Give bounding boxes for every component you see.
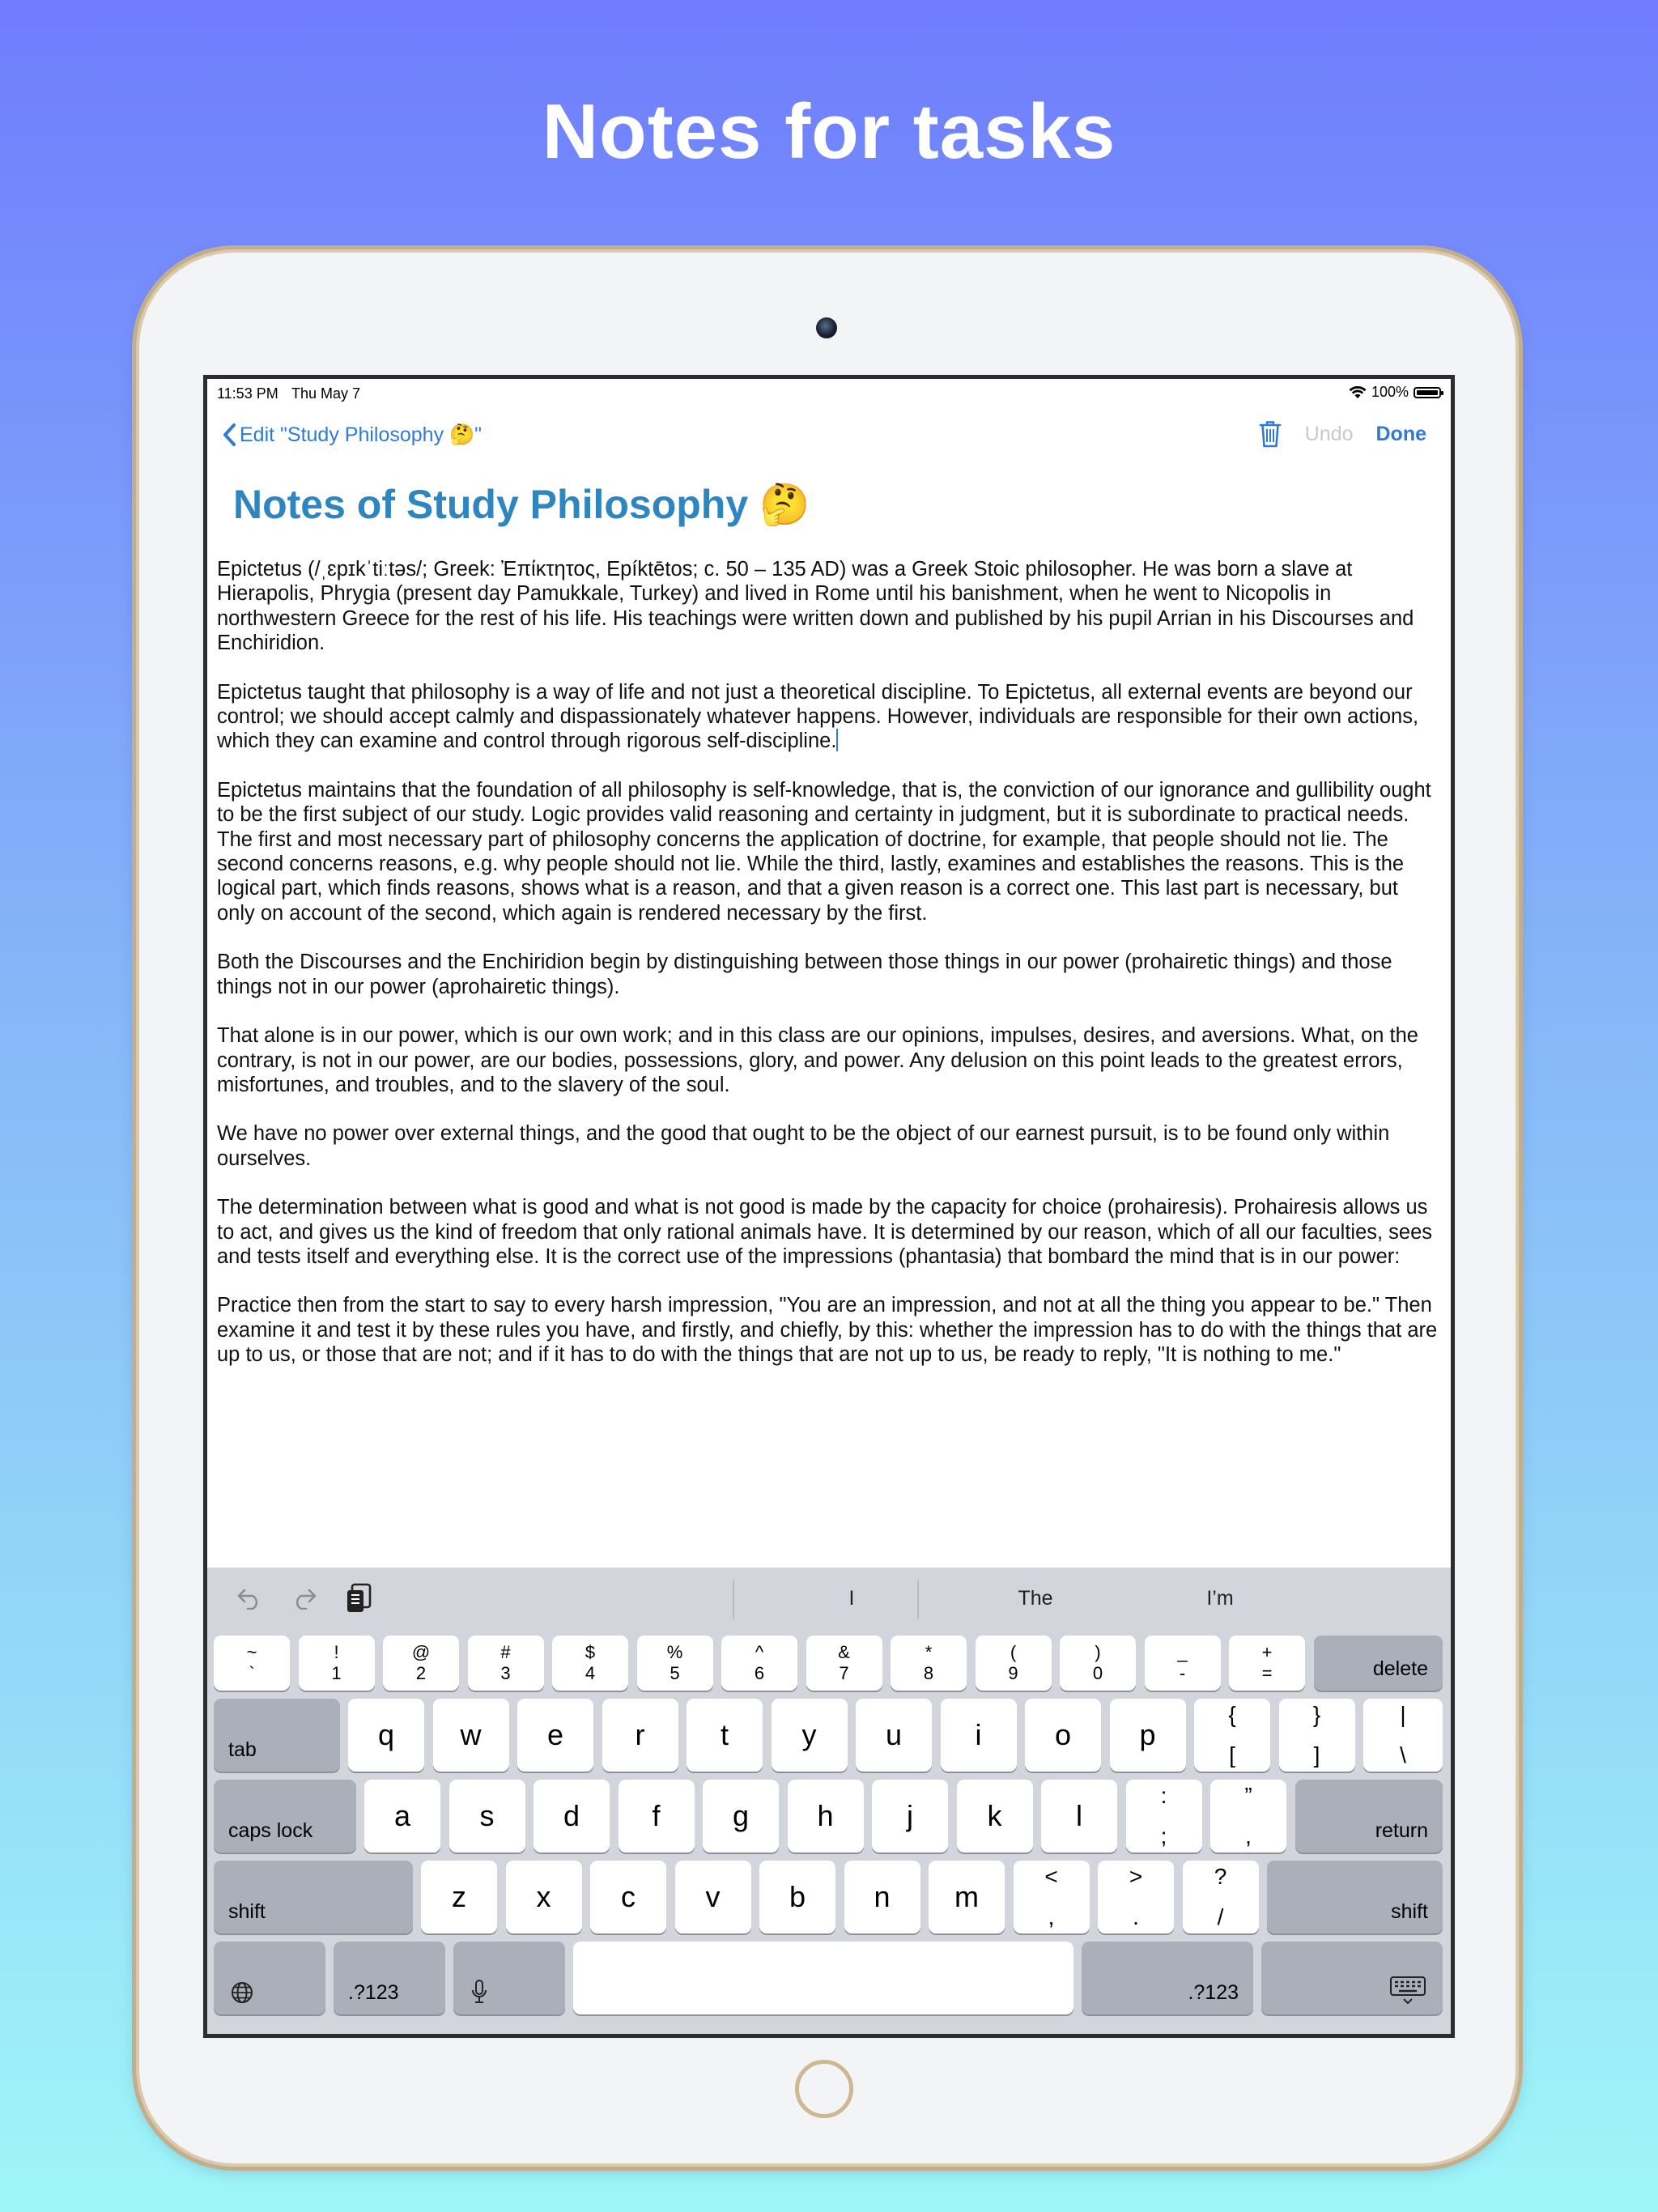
trash-icon[interactable] [1258,419,1282,449]
key-label: , [1245,1823,1252,1848]
suggestion-3[interactable]: I’m [1206,1587,1234,1610]
redo-icon[interactable] [290,1585,317,1610]
keyboard [207,1568,1451,2034]
key-label: \ [1400,1742,1406,1767]
key-label: r [635,1718,645,1751]
key-label: 4 [585,1663,596,1683]
key-label: e [546,1718,564,1751]
key-angle-0[interactable] [1014,1861,1090,1933]
key-o[interactable] [1025,1699,1101,1772]
microphone-icon [470,1979,489,2005]
key-shift-label: ! [334,1642,339,1662]
key-label: v [705,1880,721,1913]
undo-icon[interactable] [236,1585,264,1610]
caps-lock-key[interactable] [214,1780,356,1853]
key-shift-label: % [666,1642,683,1662]
key-label: ` [249,1663,255,1683]
key-9-9[interactable] [976,1636,1052,1691]
key-6-6[interactable] [721,1636,797,1691]
tab-key[interactable] [214,1699,340,1772]
key-sym-12[interactable] [1229,1636,1305,1691]
key-label: , [1048,1904,1055,1929]
key-w[interactable] [433,1699,509,1772]
shift-key-right[interactable] [1267,1861,1443,1933]
key-f[interactable] [619,1780,695,1853]
tab-key-label: tab [228,1738,257,1761]
key-shift-label: : [1160,1783,1167,1808]
key-label: b [789,1880,806,1913]
shift-key-left[interactable] [214,1861,413,1933]
key-shift-label: ” [1244,1783,1252,1808]
key-8-8[interactable] [891,1636,967,1691]
key-shift-label: ~ [246,1642,257,1662]
key-z[interactable] [421,1861,497,1933]
undo-button[interactable]: Undo [1304,422,1354,445]
key-q[interactable] [348,1699,424,1772]
suggestion-2[interactable]: The [1018,1587,1053,1610]
key-p[interactable] [1110,1699,1186,1772]
key-label: - [1179,1663,1186,1683]
front-camera [816,317,837,338]
return-key[interactable] [1295,1780,1443,1853]
key-label: c [621,1880,636,1913]
key-shift-label: _ [1177,1642,1188,1662]
key-y[interactable] [772,1699,848,1772]
numbers-key-label: .?123 [348,1981,399,2004]
key-label: 3 [500,1663,511,1683]
note-paragraph: Practice then from the start to say to every harsh impression, "You are an impression, and not at all the thing you appear to be." Then examine it and test it by these rules you have, and firstly, and chiefly, by this: whether the impression has to do with the things that are up to us, or those that are not; and if it has to do with the things that are not up to us, be ready to reply, "It is nothing to me." [217,1294,1438,1367]
key-label: z [452,1880,466,1913]
hide-keyboard-icon [1389,1976,1426,2006]
key-d[interactable] [534,1780,610,1853]
key-a[interactable] [364,1780,440,1853]
key-label: [ [1229,1742,1235,1767]
key-n[interactable] [844,1861,920,1933]
note-paragraph [217,680,1441,754]
caps-lock-label: caps lock [228,1819,313,1842]
shift-key-label: shift [1391,1900,1428,1923]
home-button[interactable] [795,2060,853,2118]
key-label: 7 [839,1663,849,1683]
key-label: a [393,1799,411,1832]
key-label: y [801,1718,817,1751]
key-label: 1 [331,1663,342,1683]
key-shift-label: ^ [755,1642,764,1662]
return-key-label: return [1375,1819,1428,1842]
key-shift-label: | [1400,1702,1406,1727]
nav-bar [207,411,1451,468]
hide-keyboard-key[interactable] [1261,1942,1443,2014]
key-m[interactable] [929,1861,1005,1933]
key-label: l [1076,1799,1082,1832]
key-label: p [1139,1718,1156,1751]
key-shift-label: $ [585,1642,596,1662]
key-shift-label: > [1129,1864,1143,1889]
key-bracket-1[interactable] [1279,1699,1355,1772]
chevron-left-icon [222,423,236,447]
key-2-2[interactable] [383,1636,459,1691]
key-label: q [377,1718,395,1751]
delete-key-label: delete [1372,1657,1428,1680]
shortcut-bar [207,1568,1451,1632]
note-title: Notes of Study Philosophy 🤔 [233,482,810,527]
key-bracket-2[interactable] [1363,1699,1443,1772]
note-paragraph: That alone is in our power, which is our own work; and in this class are our opinions, impulses, desires, and aversions. What, on the contrary, is not in our power, are our bodies, possessions, glory, and power. Any delusion on this point leads to the greatest errors, misfortunes, and troubles, and to the slavery of the soul. [217,1024,1418,1096]
key-shift-label: { [1228,1702,1236,1727]
suggestion-divider [733,1580,734,1619]
note-paragraph: The determination between what is good and what is not good is made by the capacity for choice (prohairesis). Prohairesis allows us to act, and gives us the kind of freedom that only rational animals have. It is determined by our reason, which of all our faculties, sees and tests itself and everything else. It is the correct use of the impressions (phantasia) that bombard the mind that is in our power: [217,1196,1433,1268]
key-1-1[interactable] [299,1636,375,1691]
key-j[interactable] [872,1780,948,1853]
key-label: . [1133,1904,1139,1929]
key-7-7[interactable] [806,1636,882,1691]
ipad-frame [139,253,1516,2163]
back-button[interactable] [222,423,482,447]
key-4-4[interactable] [552,1636,628,1691]
key-angle-1[interactable] [1098,1861,1174,1933]
key-angle-2[interactable] [1183,1861,1259,1933]
key-sym-0[interactable] [214,1636,290,1691]
numbers-key-right[interactable] [1082,1942,1253,2014]
back-button-label: Edit "Study Philosophy 🤔" [240,423,483,446]
key-sym-11[interactable] [1145,1636,1221,1691]
status-date: Thu May 7 [291,385,361,402]
key-label: / [1217,1904,1224,1929]
key-label: g [732,1799,750,1832]
key-label: 8 [923,1663,934,1683]
note-paragraph: We have no power over external things, and the good that ought to be the object of our earnest pursuit, is to be found only within ourselves. [217,1122,1390,1170]
shift-key-label: shift [228,1900,266,1923]
key-label: t [720,1718,729,1751]
key-label: ] [1313,1742,1320,1767]
key-label: 5 [670,1663,680,1683]
numbers-key-label: .?123 [1188,1981,1239,2004]
key-label: n [874,1880,891,1913]
text-cursor [836,729,838,751]
key-b[interactable] [759,1861,835,1933]
key-punct-1[interactable] [1210,1780,1286,1853]
battery-icon [1414,387,1441,398]
key-shift-label: ( [1010,1642,1017,1662]
key-r[interactable] [602,1699,678,1772]
note-paragraph: Both the Discourses and the Enchiridion begin by distinguishing between those things in our power (prohairetic things) and those things not in our power (aprohairetic things). [217,951,1392,998]
key-label: h [817,1799,834,1832]
key-label: f [652,1799,661,1832]
key-punct-0[interactable] [1126,1780,1202,1853]
key-label: j [907,1799,913,1832]
key-shift-label: ? [1214,1864,1227,1889]
headline: Notes for tasks [542,88,1116,175]
key-label: 9 [1008,1663,1018,1683]
key-label: s [479,1799,495,1832]
key-l[interactable] [1041,1780,1117,1853]
suggestion-1[interactable]: I [848,1587,855,1610]
key-k[interactable] [957,1780,1033,1853]
key-g[interactable] [703,1780,779,1853]
key-shift-label: * [925,1642,933,1662]
status-bar [207,379,1451,408]
key-label: d [563,1799,580,1832]
key-s[interactable] [449,1780,525,1853]
key-t[interactable] [687,1699,763,1772]
key-label: ; [1160,1823,1167,1848]
key-shift-label: < [1044,1864,1058,1889]
done-button[interactable]: Done [1375,422,1426,445]
globe-key[interactable] [214,1942,325,2014]
key-label: x [536,1880,551,1913]
space-key[interactable] [573,1942,1073,2014]
key-label: 6 [754,1663,765,1683]
key-label: k [987,1799,1002,1832]
status-time: 11:53 PM [217,385,278,402]
key-label: 0 [1092,1663,1103,1683]
key-label: o [1054,1718,1072,1751]
key-shift-label: + [1261,1642,1273,1662]
key-x[interactable] [506,1861,582,1933]
suggestion-divider [917,1580,919,1619]
delete-key[interactable] [1314,1636,1443,1691]
globe-icon [230,1980,254,2005]
note-paragraph: Epictetus maintains that the foundation of all philosophy is self-knowledge, that is, the conviction of our ignorance and gullibility ought to be the first subject of our study. Logic provides valid reasoning and certainty in judgment, but it is subordinate to practical needs. The first and most necessary part of philosophy concerns the application of doctrine, for example, that people should not lie. The second concerns reasons, e.g. why people should not lie. While the third, lastly, examines and establishes the reasons. This is the logical part, which finds reasons, shows what is a reason, and that a given reason is a correct one. This last part is necessary, but only on account of the second, which again is rendered necessary by the first. [217,778,1431,925]
numbers-key-left[interactable] [334,1942,445,2014]
key-label: i [975,1718,982,1751]
wifi-icon [1349,386,1367,399]
key-0-10[interactable] [1060,1636,1136,1691]
key-5-5[interactable] [637,1636,713,1691]
dictation-key[interactable] [453,1942,565,2014]
key-label: 2 [415,1663,427,1683]
key-shift-label: & [838,1642,850,1662]
key-shift-label: ) [1095,1642,1101,1662]
key-label: w [460,1718,482,1751]
battery-percent: 100% [1371,384,1409,400]
key-e[interactable] [517,1699,593,1772]
note-paragraph: Epictetus (/ˌɛpɪkˈtiːtəs/; Greek: Ἐπίκτητος, Epíktētos; c. 50 – 135 AD) was a Greek Stoic philosopher. He was born a slave at Hierapolis, Phrygia (present day Pamukkale, Turkey) and lived in Rome until his banishment, when he went to Nicopolis in northwestern Greece for the rest of his life. His teachings were written down and published by his pupil Arrian in his Discourses and Enchiridion. [217,558,1414,655]
key-c[interactable] [590,1861,666,1933]
key-label: u [885,1718,903,1751]
key-bracket-0[interactable] [1194,1699,1270,1772]
note-text-editor[interactable] [217,557,1441,1392]
key-label: m [954,1880,979,1913]
key-v[interactable] [675,1861,751,1933]
note-paragraph-text: Epictetus taught that philosophy is a way of life and not just a theoretical discipline. To Epictetus, all external events are beyond our control; we should accept calmly and dispassionately whatever happens. However, individuals are responsible for their own actions, which they can examine and control through rigorous self-discipline. [217,680,1419,753]
clipboard-icon[interactable] [345,1582,372,1614]
key-3-3[interactable] [468,1636,544,1691]
key-label: = [1261,1663,1273,1683]
key-u[interactable] [856,1699,932,1772]
key-shift-label: } [1312,1702,1321,1727]
key-h[interactable] [788,1780,864,1853]
key-i[interactable] [941,1699,1017,1772]
screen [207,379,1451,2034]
key-shift-label: # [500,1642,511,1662]
key-shift-label: @ [411,1642,431,1662]
